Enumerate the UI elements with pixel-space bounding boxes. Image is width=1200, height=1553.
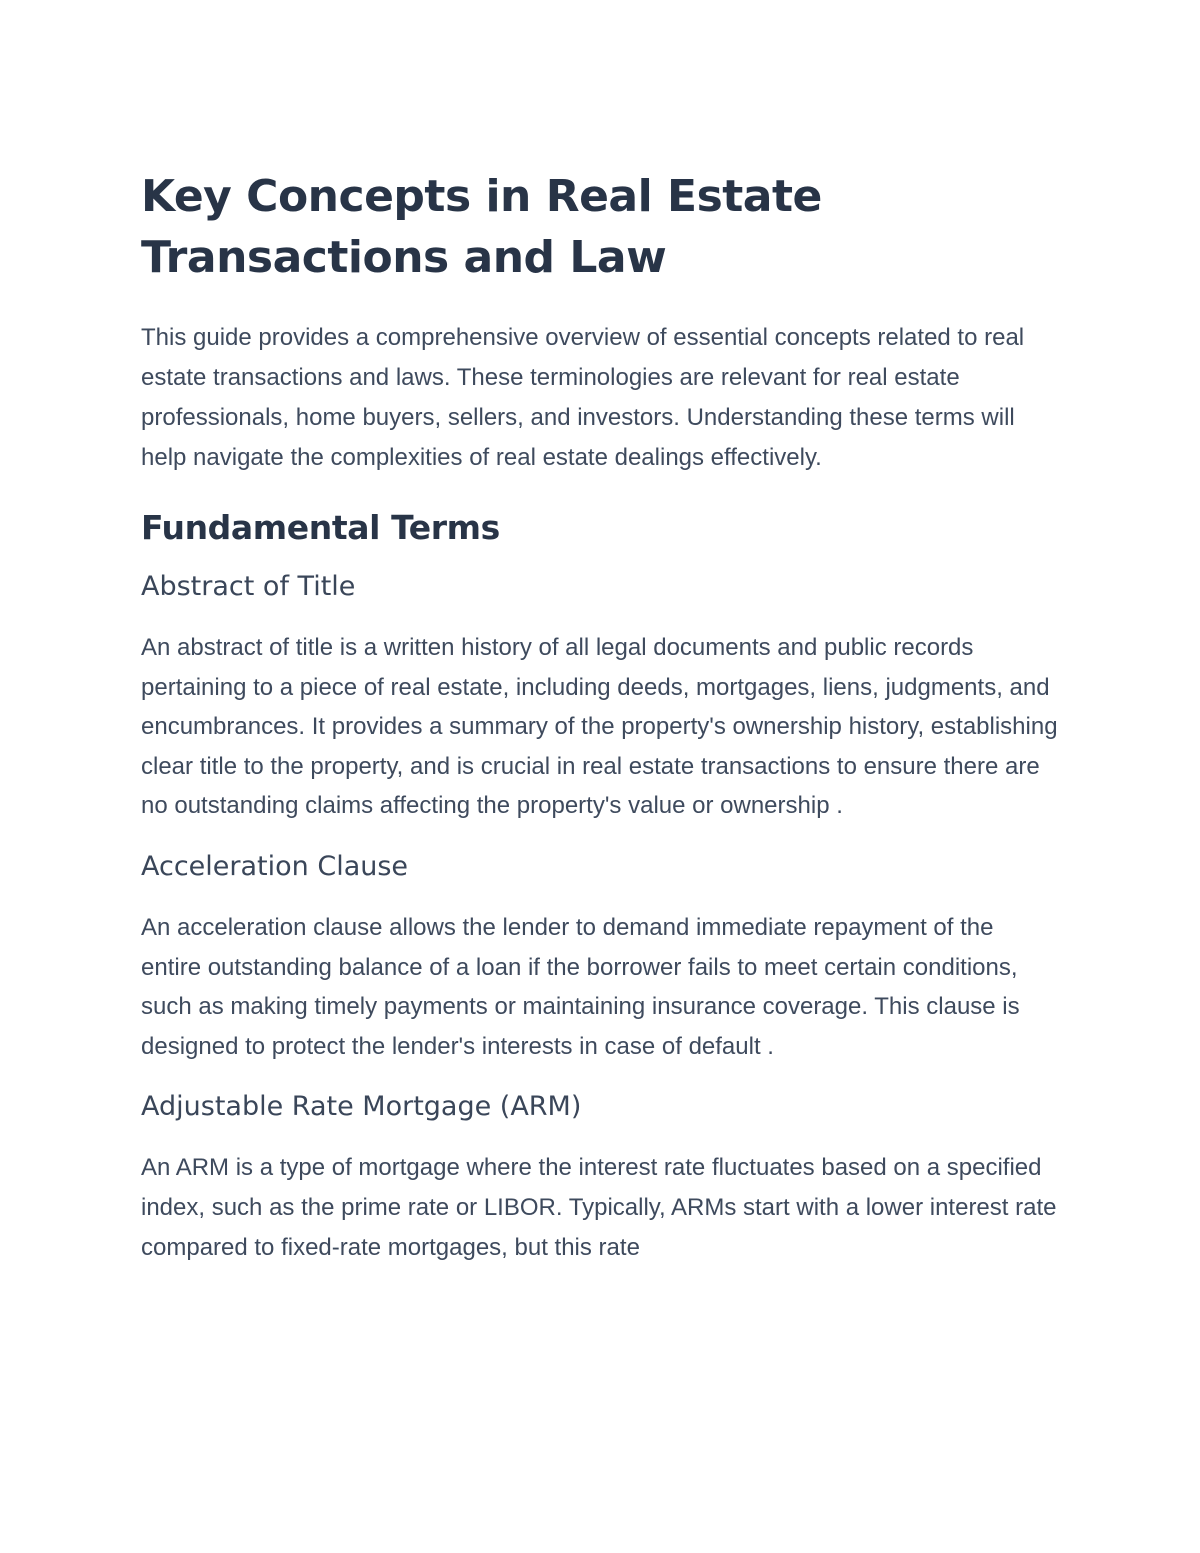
intro-paragraph: This guide provides a comprehensive overview of essential concepts related to real estate transactions and laws. These terminologies are relevant for real estate professionals, home buyers, sellers, and investors. Understanding these terms will help navigate the complexities of real estate dealings effectively. <box>141 324 1025 471</box>
term-title: Acceleration Clause <box>141 850 409 882</box>
section-title: Fundamental Terms <box>141 508 500 547</box>
term-definition: An abstract of title is a written history of all legal documents and public records pertaining to a piece of real estate, including deeds, mortgages, liens, judgments, and encumbrances. It provides a summary of the property's ownership history, establishing clear title to the property, and is crucial in real estate transactions to ensure there are no outstanding claims affecting the property's value or ownership . <box>141 634 1058 820</box>
term-adjustable-rate-mortgage <box>141 1088 1060 1267</box>
document-title: Key Concepts in Real Estate Transactions and Law <box>141 171 822 283</box>
term-acceleration-clause <box>141 848 1060 1066</box>
term-title: Adjustable Rate Mortgage (ARM) <box>141 1091 582 1123</box>
term-definition: An acceleration clause allows the lender to demand immediate repayment of the entire outstanding balance of a loan if the borrower fails to meet certain conditions, such as making timely payments or maintaining insurance coverage. This clause is designed to protect the lender's interests in case of default . <box>141 913 1020 1060</box>
term-title: Abstract of Title <box>141 571 356 602</box>
term-definition: An ARM is a type of mortgage where the interest rate fluctuates based on a specified index, such as the prime rate or LIBOR. Typically, ARMs start with a lower interest rate compared to fixed-rate mortgages, but this rate <box>141 1154 1057 1261</box>
term-abstract-of-title <box>141 568 1060 826</box>
